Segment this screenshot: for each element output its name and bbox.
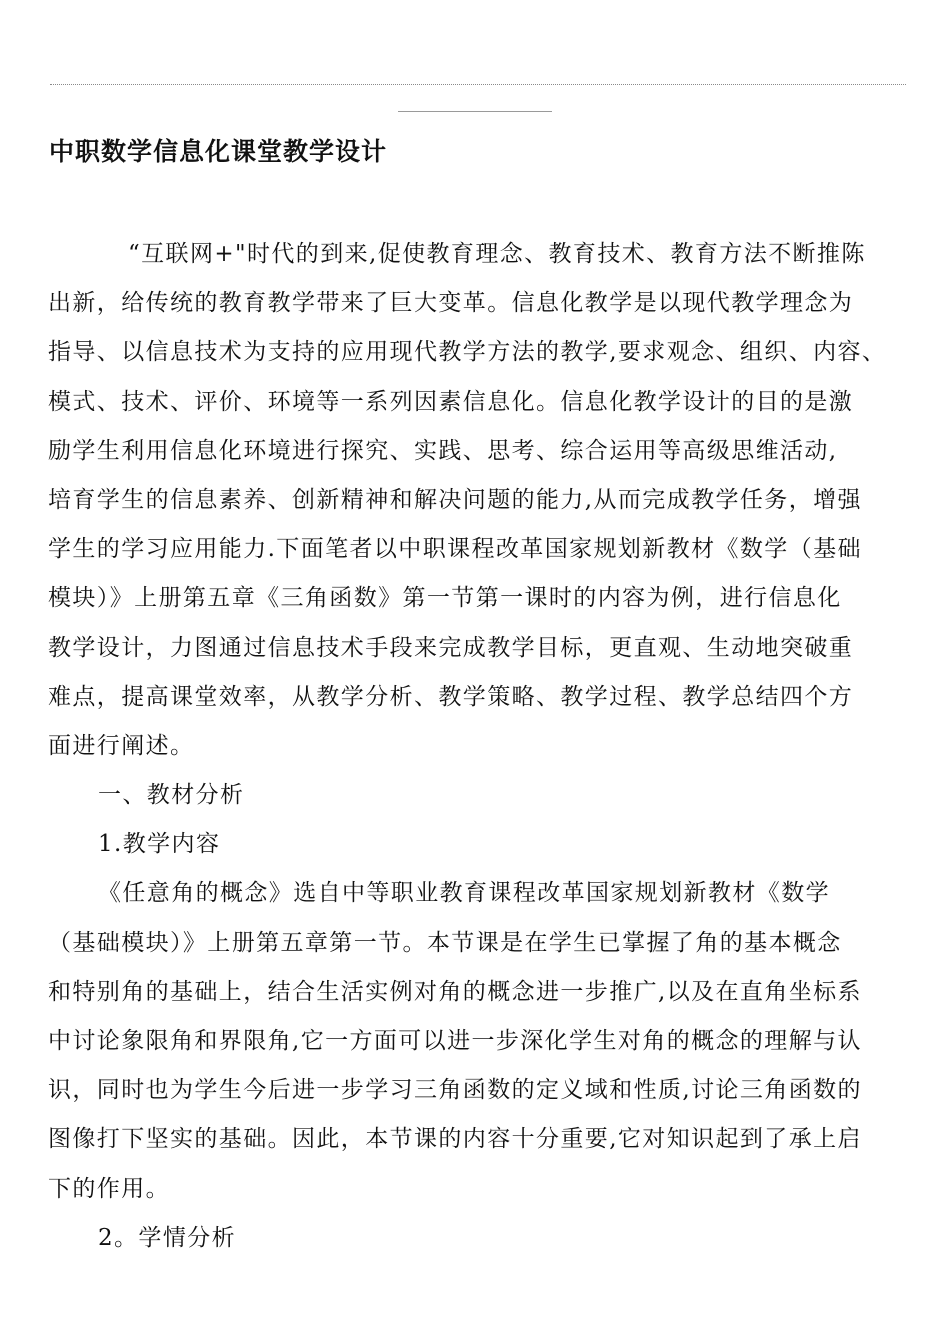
paragraph-line: 图像打下坚实的基础。因此，本节课的内容十分重要,它对知识起到了承上启 (48, 1126, 862, 1153)
paragraph-line: 模块）》上册第五章《三角函数》第一节第一课时的内容为例，进行信息化 (48, 585, 842, 612)
paragraph-line: （基础模块）》上册第五章第一节。本节课是在学生已掌握了角的基本概念 (48, 929, 842, 956)
paragraph-line: 和特别角的基础上，结合生活实例对角的概念进一步推广,以及在直角坐标系 (48, 978, 862, 1005)
paragraph-line: 难点，提高课堂效率，从教学分析、教学策略、教学过程、教学总结四个方 (48, 683, 854, 710)
paragraph-line: 《任意角的概念》选自中等职业教育课程改革国家规划新教材《数学 (98, 880, 830, 907)
subsection-heading: 2。学情分析 (98, 1224, 237, 1251)
paragraph-line: 培育学生的信息素养、创新精神和解决问题的能力,从而完成教学任务，增强 (48, 486, 862, 513)
paragraph-line: 出新，给传统的教育教学带来了巨大变革。信息化教学是以现代教学理念为 (48, 290, 854, 317)
paragraph-line: 指导、以信息技术为支持的应用现代教学方法的教学,要求观念、组织、内容、 (48, 339, 887, 366)
paragraph-line: 识，同时也为学生今后进一步学习三角函数的定义域和性质,讨论三角函数的 (48, 1077, 862, 1104)
header-rule (50, 84, 906, 85)
page-title: 中职数学信息化课堂教学设计 (49, 137, 388, 166)
paragraph-line: 下的作用。 (48, 1175, 170, 1202)
paragraph-line: 励学生利用信息化环境进行探究、实践、思考、综合运用等高级思维活动, (48, 437, 838, 464)
paragraph-line: 学生的学习应用能力.下面笔者以中职课程改革国家规划新教材《数学（基础 (48, 536, 862, 563)
subsection-heading: 1.教学内容 (98, 831, 221, 858)
paragraph-line: 中讨论象限角和界限角,它一方面可以进一步深化学生对角的概念的理解与认 (48, 1028, 862, 1054)
header-short-rule (398, 111, 552, 112)
section-heading: 一、教材分析 (98, 782, 245, 809)
paragraph-line: “互联网+"时代的到来,促使教育理念、教育技术、教育方法不断推陈 (128, 241, 866, 267)
document-body (48, 230, 918, 1263)
paragraph-line: 模式、技术、评价、环境等一系列因素信息化。信息化教学设计的目的是激 (48, 388, 854, 415)
paragraph-line: 面进行阐述。 (48, 732, 195, 759)
paragraph-line: 教学设计，力图通过信息技术手段来完成教学目标，更直观、生动地突破重 (48, 634, 854, 661)
